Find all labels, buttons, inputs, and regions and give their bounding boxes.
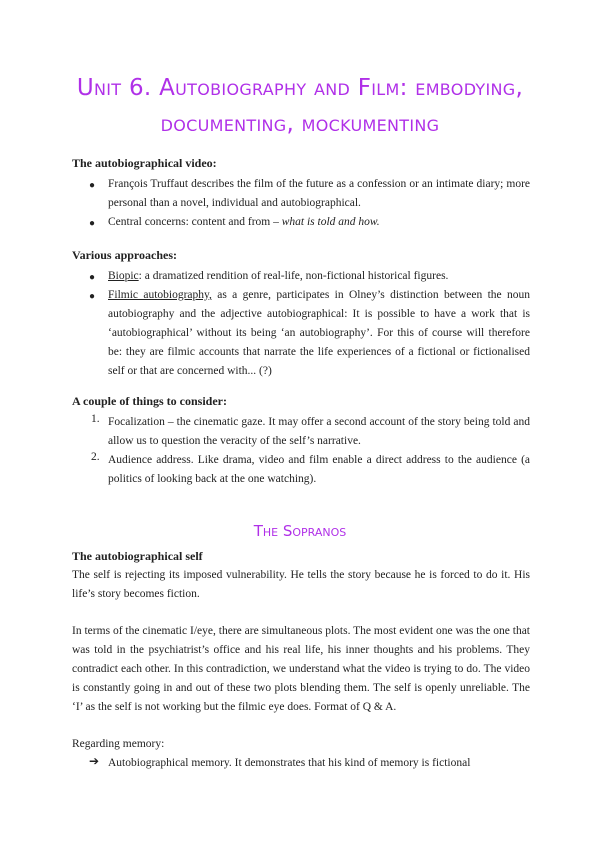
paragraph: The self is rejecting its imposed vulnerability. He tells the story because he is forced to do it. His life’s story becomes fiction. (72, 569, 530, 600)
list-item (108, 213, 530, 232)
list-item-text: Central concerns: content and from – (108, 216, 282, 228)
numbered-item: Focalization – the cinematic gaze. It may offer a second account of the story being told and allow us to question the veracity of the self’s narrative. (108, 416, 530, 447)
list-item-filmic (108, 286, 530, 381)
section-heading-self: The autobiographical self (72, 549, 203, 563)
section-heading-video: The autobiographical video: (72, 156, 217, 170)
list-item-memory: Autobiographical memory. It demonstrates that his kind of memory is fictional (108, 757, 471, 769)
list-number: 1. (91, 413, 100, 425)
section-title-sopranos: The Sopranos (253, 522, 347, 540)
term-biopic: Biopic (108, 270, 139, 282)
bullet-icon: ● (89, 180, 96, 191)
memory-label: Regarding memory: (72, 738, 165, 750)
paragraph: In terms of the cinematic I/eye, there are simultaneous plots. The most evident one was the one that was told in the psychiatrist’s office and his real life, his inner thoughts and his problems. They contradict each other. In this contradiction, we understand what the video is trying to do. The video is constantly going in and out of these two plots blending them. The self is openly unreliable. The ‘I’ as the self is not working but the filmic eye does. Format of Q & A. (72, 625, 530, 713)
list-item-italic: what is told and how. (281, 216, 380, 228)
numbered-item: Audience address. Like drama, video and film enable a direct address to the audience (a politics of looking back at the one watching). (108, 454, 530, 485)
term-filmic-autobiography: Filmic autobiography, (108, 289, 212, 301)
filmic-definition: as a genre, participates in Olney’s distinction between the noun autobiography and the adjective autobiographical: It is possible to have a work that is ‘autobiographical’ without its being ‘an autobiography’. For this of course will therefore be: they are filmic accounts that narrate the life experiences of a fictional or fictionalised self or that are concerned with... (?) (108, 289, 530, 377)
list-number: 2. (91, 451, 100, 463)
section-heading-consider: A couple of things to consider: (72, 394, 228, 408)
list-item: François Truffaut describes the film of the future as a confession or an intimate diary; more personal than a novel, individual and autobiographical. (108, 178, 530, 209)
list-item-biopic (108, 267, 530, 286)
section-heading-approaches: Various approaches: (72, 248, 178, 262)
bullet-icon: ● (89, 272, 96, 283)
page-title: Unit 6. Autobiography and Film: embodying, documenting, mockumenting (76, 75, 524, 137)
bullet-icon: ● (89, 291, 96, 302)
arrow-icon: ➔ (89, 754, 100, 768)
bullet-icon: ● (89, 218, 96, 229)
biopic-definition: : a dramatized rendition of real-life, non-fictional historical figures. (138, 270, 449, 282)
